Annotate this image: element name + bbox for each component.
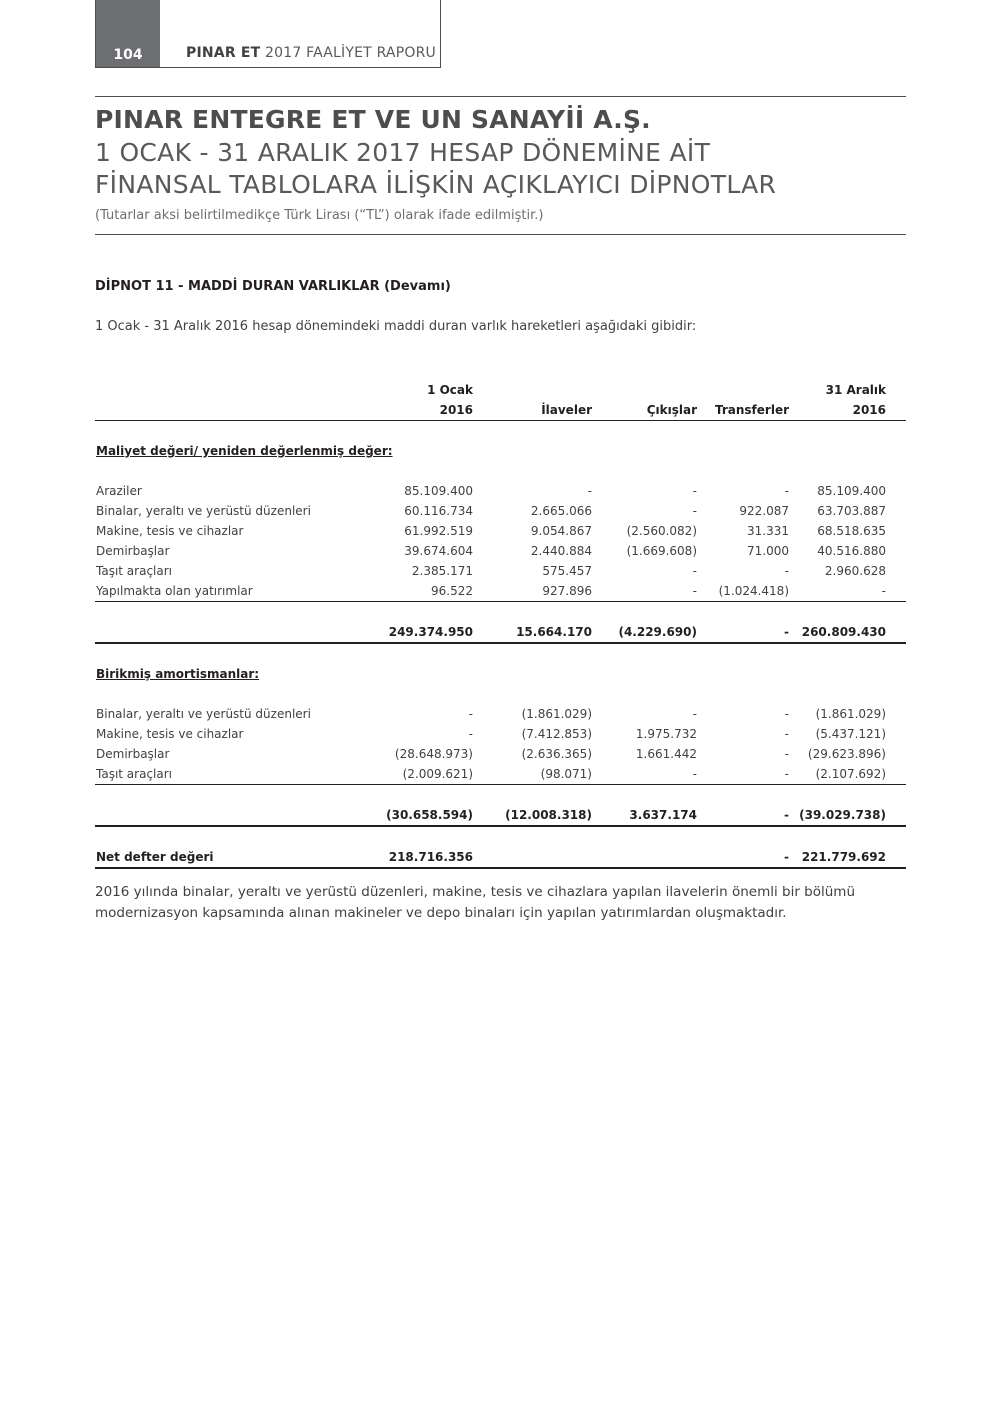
title-top-rule	[95, 96, 906, 97]
net-label: Net defter değeri	[96, 850, 214, 864]
total-disposals: 3.637.174	[629, 808, 697, 822]
title-line-1: 1 OCAK - 31 ARALIK 2017 HESAP DÖNEMİNE AİT	[95, 138, 711, 167]
net-closing: 221.779.692	[801, 850, 886, 864]
table-header-row-1	[95, 380, 906, 400]
cell-disposals: -	[692, 767, 697, 781]
col-header-opening-1: 1 Ocak	[427, 383, 473, 397]
row-label: Demirbaşlar	[96, 747, 170, 761]
table-row	[95, 521, 906, 541]
report-title-text: 2017 FAALİYET RAPORU	[265, 45, 436, 61]
table-row	[95, 561, 906, 581]
net-opening: 218.716.356	[388, 850, 473, 864]
cell-opening: 2.385.171	[411, 564, 473, 578]
units-note: (Tutarlar aksi belirtilmedikçe Türk Lirası (“TL”) olarak ifade edilmiştir.)	[95, 208, 544, 223]
cell-transfers: -	[784, 484, 789, 498]
cell-disposals: 1.975.732	[635, 727, 697, 741]
row-label: Araziler	[96, 484, 142, 498]
cell-opening: (28.648.973)	[394, 747, 473, 761]
table-header-row-2	[95, 400, 906, 421]
col-header-additions: İlaveler	[541, 403, 592, 417]
cell-disposals: -	[692, 707, 697, 721]
total-opening: 249.374.950	[388, 625, 473, 639]
cell-opening: -	[468, 707, 473, 721]
cell-additions: -	[587, 484, 592, 498]
cell-disposals: (2.560.082)	[626, 524, 697, 538]
footnote-paragraph: 2016 yılında binalar, yeraltı ve yerüstü düzenleri, makine, tesis ve cihazlara yapılan ilavelerin önemli bir bölümü modernizasyon kapsamında alınan makineler ve depo binaları için yapılan yatırımlardan oluşmaktadır.	[95, 884, 856, 921]
total-additions: 15.664.170	[516, 625, 592, 639]
total-closing: 260.809.430	[801, 625, 886, 639]
table-row	[95, 704, 906, 724]
cell-opening: -	[468, 727, 473, 741]
table-row	[95, 581, 906, 602]
cell-additions: (1.861.029)	[521, 707, 592, 721]
cell-opening: 85.109.400	[404, 484, 473, 498]
cell-transfers: (1.024.418)	[718, 584, 789, 598]
col-header-opening-2: 2016	[439, 403, 473, 417]
row-label: Makine, tesis ve cihazlar	[96, 524, 244, 538]
cell-transfers: 31.331	[747, 524, 789, 538]
company-name: PINAR ENTEGRE ET VE UN SANAYİİ A.Ş.	[95, 105, 651, 134]
total-additions: (12.008.318)	[505, 808, 592, 822]
cell-transfers: 71.000	[747, 544, 789, 558]
cost-total-row	[95, 622, 906, 644]
total-disposals: (4.229.690)	[618, 625, 697, 639]
cell-additions: (2.636.365)	[521, 747, 592, 761]
cell-disposals: -	[692, 584, 697, 598]
cell-closing: 85.109.400	[817, 484, 886, 498]
title-bottom-rule	[95, 234, 906, 235]
total-opening: (30.658.594)	[386, 808, 473, 822]
section-intro: 1 Ocak - 31 Aralık 2016 hesap dönemindeki maddi duran varlık hareketleri aşağıdaki gibidir:	[95, 319, 697, 334]
table-row	[95, 541, 906, 561]
row-label: Binalar, yeraltı ve yerüstü düzenleri	[96, 504, 311, 518]
depreciation-heading-row	[95, 664, 906, 684]
cell-opening: 60.116.734	[404, 504, 473, 518]
cell-closing: 68.518.635	[817, 524, 886, 538]
cell-additions: 575.457	[542, 564, 592, 578]
cell-closing: 2.960.628	[824, 564, 886, 578]
cell-opening: 39.674.604	[404, 544, 473, 558]
total-transfers: -	[784, 808, 789, 822]
cell-additions: 2.440.884	[530, 544, 592, 558]
total-closing: (39.029.738)	[799, 808, 886, 822]
cell-transfers: -	[784, 564, 789, 578]
cell-disposals: -	[692, 564, 697, 578]
cell-opening: 61.992.519	[404, 524, 473, 538]
row-label: Yapılmakta olan yatırımlar	[96, 584, 253, 598]
fixed-assets-table	[95, 380, 906, 869]
col-header-transfers: Transferler	[714, 403, 789, 417]
row-label: Demirbaşlar	[96, 544, 170, 558]
depreciation-total-row	[95, 805, 906, 827]
cell-additions: 2.665.066	[530, 504, 592, 518]
cell-closing: 40.516.880	[817, 544, 886, 558]
table-row	[95, 764, 906, 785]
page-number: 104	[96, 0, 160, 67]
report-brand: PINAR ET	[186, 45, 261, 61]
cell-transfers: -	[784, 707, 789, 721]
net-transfers: -	[784, 850, 789, 864]
cell-closing: (5.437.121)	[815, 727, 886, 741]
table-row	[95, 481, 906, 501]
cell-additions: (98.071)	[540, 767, 592, 781]
col-header-disposals: Çıkışlar	[646, 403, 697, 417]
cell-additions: 9.054.867	[530, 524, 592, 538]
cell-disposals: -	[692, 504, 697, 518]
page-header-tab	[95, 0, 441, 68]
cell-closing: (2.107.692)	[815, 767, 886, 781]
cell-transfers: -	[784, 767, 789, 781]
cell-transfers: -	[784, 727, 789, 741]
row-label: Taşıt araçları	[96, 767, 172, 781]
title-line-2: FİNANSAL TABLOLARA İLİŞKİN AÇIKLAYICI DİPNOTLAR	[95, 170, 777, 199]
table-row	[95, 724, 906, 744]
table-row	[95, 501, 906, 521]
total-transfers: -	[784, 625, 789, 639]
cell-transfers: -	[784, 747, 789, 761]
cost-heading-row	[95, 441, 906, 461]
row-label: Binalar, yeraltı ve yerüstü düzenleri	[96, 707, 311, 721]
depreciation-heading: Birikmiş amortismanlar:	[96, 667, 260, 681]
cell-closing: (29.623.896)	[807, 747, 886, 761]
table-row	[95, 744, 906, 764]
cell-additions: 927.896	[542, 584, 592, 598]
cell-opening: (2.009.621)	[402, 767, 473, 781]
cell-additions: (7.412.853)	[521, 727, 592, 741]
row-label: Taşıt araçları	[96, 564, 172, 578]
cell-closing: (1.861.029)	[815, 707, 886, 721]
cell-opening: 96.522	[431, 584, 473, 598]
col-header-closing-2: 2016	[852, 403, 886, 417]
cell-disposals: -	[692, 484, 697, 498]
cell-disposals: 1.661.442	[635, 747, 697, 761]
row-label: Makine, tesis ve cihazlar	[96, 727, 244, 741]
section-title: DİPNOT 11 - MADDİ DURAN VARLIKLAR (Devamı)	[95, 279, 451, 294]
cell-closing: 63.703.887	[817, 504, 886, 518]
cell-transfers: 922.087	[739, 504, 789, 518]
report-title	[186, 45, 436, 61]
cost-heading: Maliyet değeri/ yeniden değerlenmiş değer:	[96, 444, 393, 458]
cell-closing: -	[881, 584, 886, 598]
cell-disposals: (1.669.608)	[626, 544, 697, 558]
col-header-closing-1: 31 Aralık	[825, 383, 886, 397]
net-book-value-row	[95, 847, 906, 869]
